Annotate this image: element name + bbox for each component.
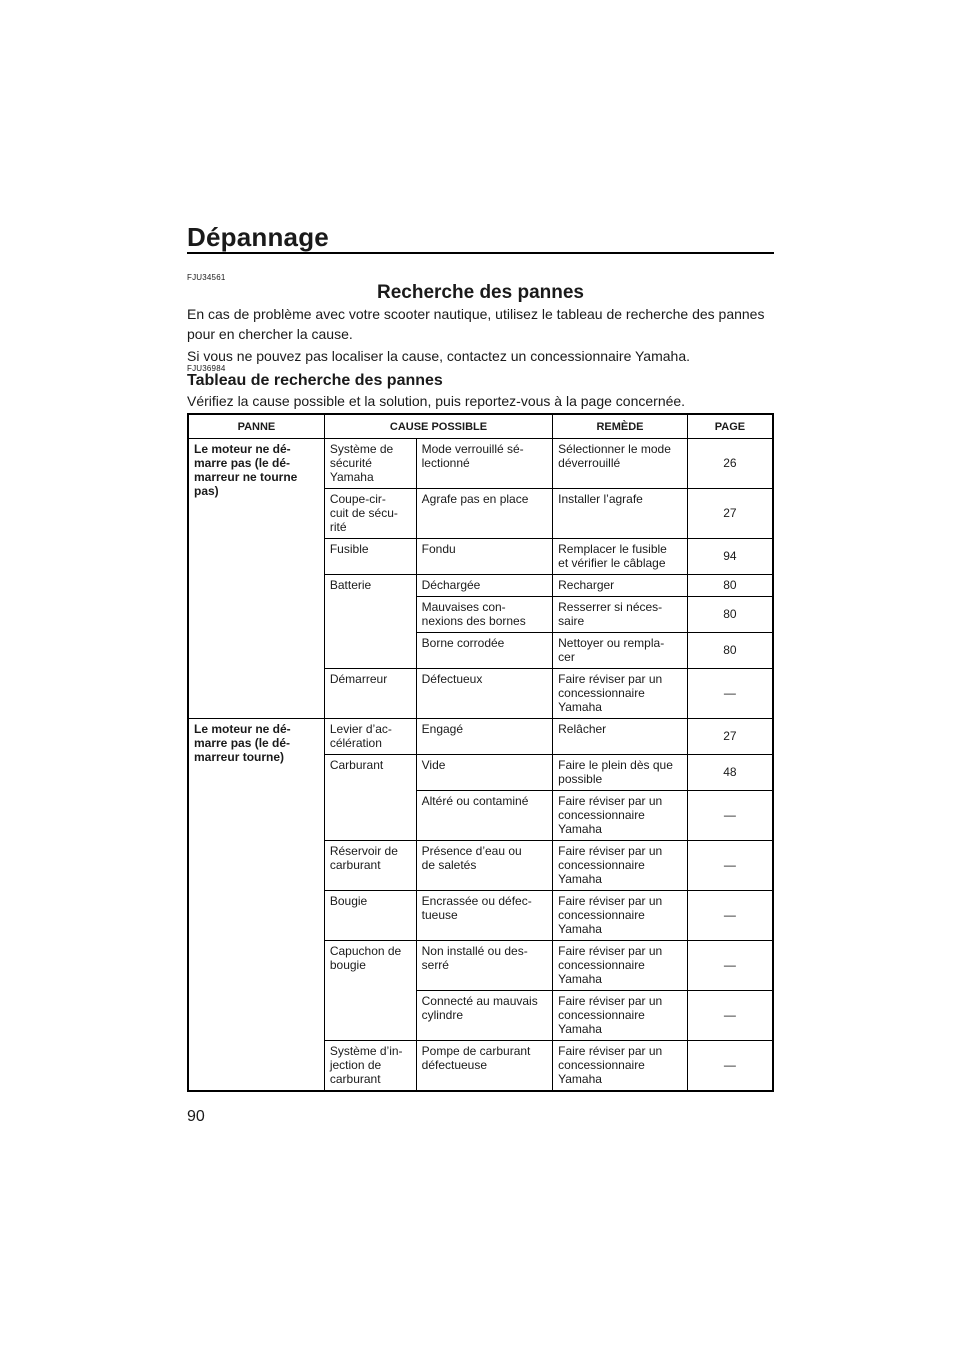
cell-page: 48	[687, 755, 773, 791]
cell-cause: Levier d’ac- célération	[324, 719, 416, 755]
cell-cause-detail: Présence d’eau ou de saletés	[416, 841, 553, 891]
subsection-title: Tableau de recherche des pannes	[187, 372, 443, 389]
cell-page: —	[687, 1041, 773, 1092]
cell-remede: Faire réviser par un concessionnaire Yamaha	[553, 941, 688, 991]
cell-page: —	[687, 991, 773, 1041]
section-title: Recherche des pannes	[377, 282, 584, 303]
cell-cause-detail: Engagé	[416, 719, 553, 755]
cell-remede: Faire réviser par un concessionnaire Yamaha	[553, 841, 688, 891]
cell-page: 26	[687, 439, 773, 489]
cell-page: 80	[687, 575, 773, 597]
cell-remede: Remplacer le fusible et vérifier le câblage	[553, 539, 688, 575]
cell-page: —	[687, 669, 773, 719]
cell-cause-detail: Fondu	[416, 539, 553, 575]
table-body	[188, 439, 773, 1092]
cell-page: 27	[687, 719, 773, 755]
cell-panne: Le moteur ne dé- marre pas (le dé- marreur tourne)	[188, 719, 324, 1092]
cell-remede: Faire réviser par un concessionnaire Yamaha	[553, 791, 688, 841]
subsection-code: FJU36984	[187, 364, 226, 373]
cell-cause: Batterie	[324, 575, 416, 669]
cell-cause-detail: Défectueux	[416, 669, 553, 719]
cell-cause-detail: Mode verrouillé sé- lectionné	[416, 439, 553, 489]
cell-remede: Faire réviser par un concessionnaire Yamaha	[553, 891, 688, 941]
cell-remede: Resserrer si néces- saire	[553, 597, 688, 633]
header-panne: PANNE	[188, 414, 324, 439]
cell-cause: Système de sécurité Yamaha	[324, 439, 416, 489]
troubleshooting-table	[187, 413, 774, 1092]
cell-remede: Recharger	[553, 575, 688, 597]
page-title: Dépannage	[187, 222, 329, 252]
cell-page: —	[687, 841, 773, 891]
cell-cause-detail: Altéré ou contaminé	[416, 791, 553, 841]
cell-cause: Coupe-cir- cuit de sécu- rité	[324, 489, 416, 539]
cell-remede: Sélectionner le mode déverrouillé	[553, 439, 688, 489]
table-row	[188, 439, 773, 489]
cell-page: 94	[687, 539, 773, 575]
cell-cause-detail: Non installé ou des- serré	[416, 941, 553, 991]
cell-page: 80	[687, 597, 773, 633]
cell-cause-detail: Mauvaises con- nexions des bornes	[416, 597, 553, 633]
subsection-text: Vérifiez la cause possible et la solution, puis reportez-vous à la page concernée.	[187, 393, 686, 409]
cell-cause-detail: Agrafe pas en place	[416, 489, 553, 539]
cell-cause: Bougie	[324, 891, 416, 941]
intro-paragraph: Si vous ne pouvez pas localiser la cause, contactez un concessionnaire Yamaha.	[187, 348, 691, 364]
page-number: 90	[187, 1108, 205, 1125]
cell-page: 27	[687, 489, 773, 539]
cell-remede: Faire réviser par un concessionnaire Yamaha	[553, 1041, 688, 1092]
cell-page: 80	[687, 633, 773, 669]
header-remede: REMÈDE	[553, 414, 688, 439]
cell-page: —	[687, 891, 773, 941]
cell-remede: Faire réviser par un concessionnaire Yamaha	[553, 991, 688, 1041]
intro-text	[187, 304, 777, 368]
cell-cause-detail: Pompe de carburant défectueuse	[416, 1041, 553, 1092]
cell-panne: Le moteur ne dé- marre pas (le dé- marreur ne tourne pas)	[188, 439, 324, 719]
cell-remede: Faire le plein dès que possible	[553, 755, 688, 791]
cell-cause: Carburant	[324, 755, 416, 841]
table-header-row	[188, 414, 773, 439]
intro-paragraph: En cas de problème avec votre scooter nautique, utilisez le tableau de recherche des pannes pour en chercher la cause.	[187, 306, 765, 342]
cell-cause-detail: Déchargée	[416, 575, 553, 597]
cell-cause: Démarreur	[324, 669, 416, 719]
cell-remede: Nettoyer ou rempla- cer	[553, 633, 688, 669]
title-divider	[187, 252, 774, 254]
header-page: PAGE	[687, 414, 773, 439]
cell-cause-detail: Connecté au mauvais cylindre	[416, 991, 553, 1041]
cell-remede: Relâcher	[553, 719, 688, 755]
cell-cause: Fusible	[324, 539, 416, 575]
cell-remede: Faire réviser par un concessionnaire Yamaha	[553, 669, 688, 719]
cell-cause: Capuchon de bougie	[324, 941, 416, 1041]
cell-remede: Installer l’agrafe	[553, 489, 688, 539]
cell-cause-detail: Borne corrodée	[416, 633, 553, 669]
cell-page: —	[687, 791, 773, 841]
cell-cause: Réservoir de carburant	[324, 841, 416, 891]
cell-cause: Système d’in- jection de carburant	[324, 1041, 416, 1092]
cell-cause-detail: Vide	[416, 755, 553, 791]
cell-page: —	[687, 941, 773, 991]
header-cause: CAUSE POSSIBLE	[324, 414, 552, 439]
section-code: FJU34561	[187, 273, 226, 282]
cell-cause-detail: Encrassée ou défec- tueuse	[416, 891, 553, 941]
table-row	[188, 719, 773, 755]
